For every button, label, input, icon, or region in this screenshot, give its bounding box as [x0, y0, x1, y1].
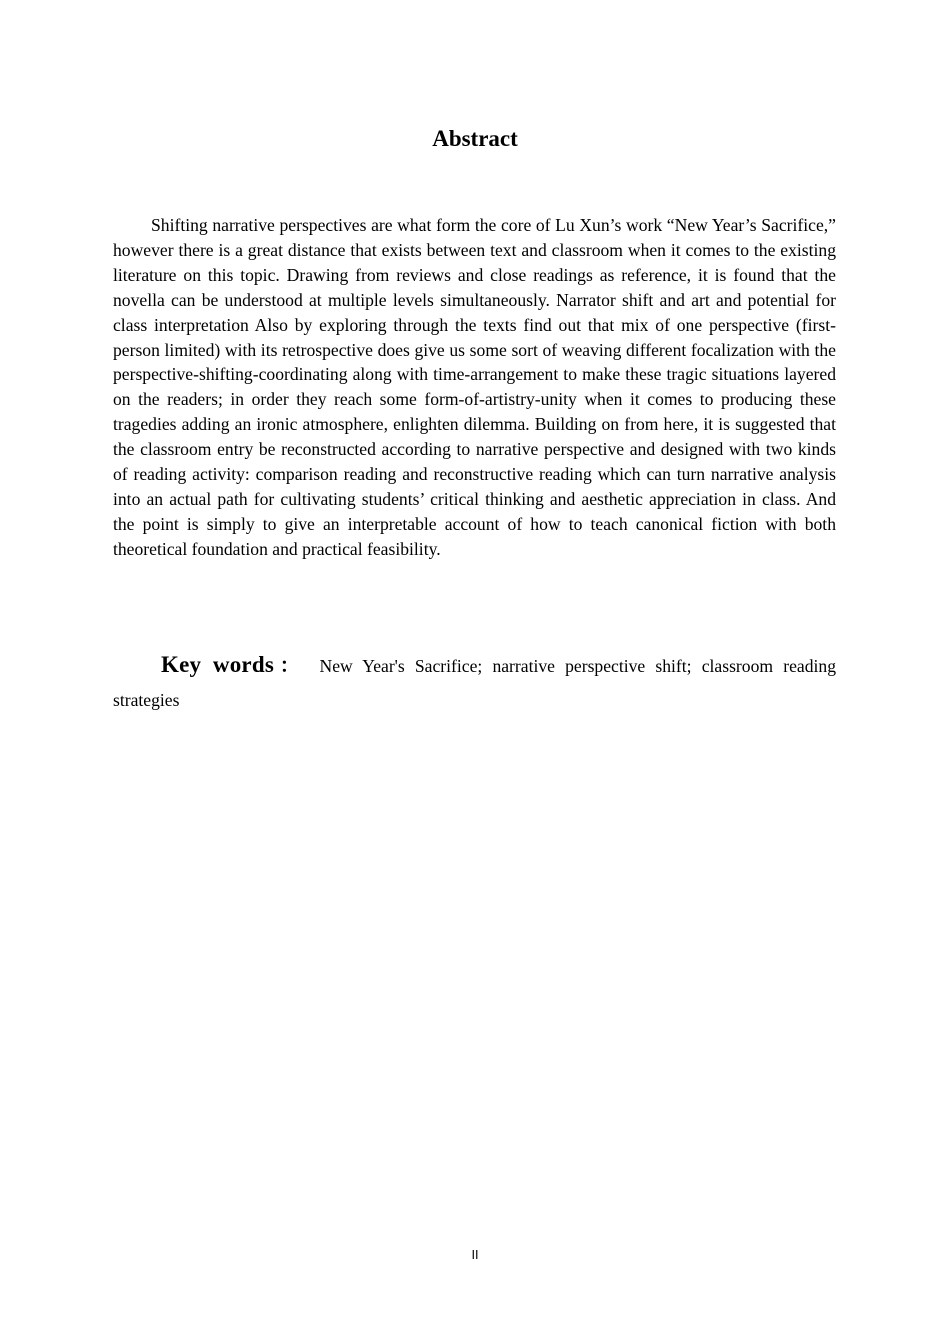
keywords-colon: ：	[273, 655, 306, 677]
keywords-label: Key words	[161, 652, 274, 677]
page-number: II	[471, 1248, 479, 1262]
keywords-line	[113, 648, 836, 717]
abstract-paragraph: Shifting narrative perspectives are what form the core of Lu Xun’s work “New Year’s Sacrifice,” however there is a great distance that exists between text and classroom when it comes to the existing literature on this topic. Drawing from reviews and close readings as reference, it is found that the novella can be understood at multiple levels simultaneously. Narrator shift and art and potential for class interpretation Also by exploring through the texts find out that mix of one perspective (first-person limited) with its retrospective does give us some sort of weaving different focalization with the perspective-shifting-coordinating along with time-arrangement to make these tragic situations layered on the readers; in order they reach some form-of-artistry-unity when it comes to producing these tragedies adding an ironic atmosphere, enlighten dilemma. Building on from here, it is suggested that the classroom entry be reconstructed according to narrative perspective and designed with two kinds of reading activity: comparison reading and reconstructive reading which can turn narrative analysis into an actual path for cultivating students’ critical thinking and aesthetic appreciation in class. And the point is simply to give an interpretable account of how to teach canonical fiction with both theoretical foundation and practical feasibility.	[113, 215, 836, 559]
keywords-text: New Year's Sacrifice; narrative perspective shift; classroom reading strategies	[113, 656, 836, 710]
page-title: Abstract	[432, 126, 518, 151]
